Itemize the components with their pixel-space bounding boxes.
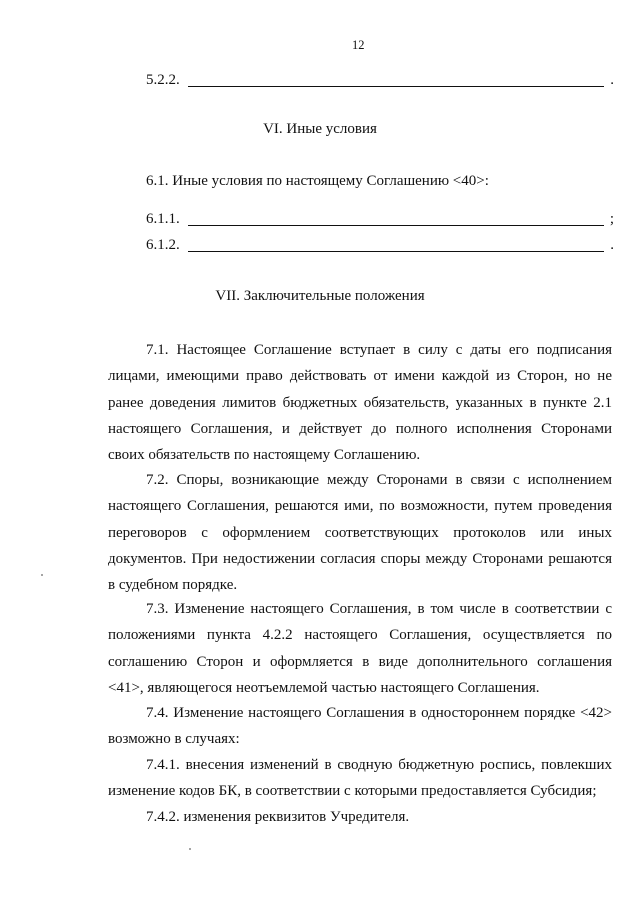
paragraph-7-2: 7.2. Споры, возникающие между Сторонами в связи с исполнением настоящего Соглашения, решаются ими, по возможности, путем проведения переговоров с оформлением соответствующих протоколов или иных документов. При недостижении согласия споры между Сторонами решаются в судебном порядке.: [108, 472, 612, 594]
item-label: 6.1.2.: [146, 237, 180, 253]
paragraph-7-4-2: 7.4.2. изменения реквизитов Учредителя.: [146, 809, 410, 825]
fill-line: [188, 225, 604, 226]
fill-line: [188, 86, 604, 87]
item-end-mark: .: [610, 72, 614, 88]
paragraph-7-4: 7.4. Изменение настоящего Соглашения в одностороннем порядке <42> возможно в случаях:: [108, 705, 612, 748]
paragraph-7-3: 7.3. Изменение настоящего Соглашения, в том числе в соответствии с положениями пункта 4.2.2 настоящего Соглашения, осуществляется по соглашению Сторон и оформляется в виде дополнительного соглашения <41>, являющегося неотъемлемой частью настоящего Соглашения.: [108, 601, 612, 696]
item-5-2-2: [146, 72, 614, 92]
scan-speck: [41, 574, 43, 576]
item-6-1-1: [146, 211, 614, 231]
scan-speck: [189, 848, 191, 850]
fill-line: [188, 251, 604, 252]
item-6-1-2: [146, 237, 614, 257]
item-end-mark: .: [610, 237, 614, 253]
item-label: 5.2.2.: [146, 72, 180, 88]
section-7-heading: VII. Заключительные положения: [215, 288, 425, 304]
paragraph-7-4-1: 7.4.1. внесения изменений в сводную бюджетную роспись, повлекших изменение кодов БК, в соответствии с которыми предоставляется Субсидия;: [108, 757, 612, 800]
item-label: 6.1.1.: [146, 211, 180, 227]
item-6-1: 6.1. Иные условия по настоящему Соглашению <40>:: [146, 173, 489, 189]
paragraph-7-1: 7.1. Настоящее Соглашение вступает в силу с даты его подписания лицами, имеющими право действовать от имени каждой из Сторон, но не ранее доведения лимитов бюджетных обязательств, указанных в пункте 2.1 настоящего Соглашения, и действует до полного исполнения Сторонами своих обязательств по настоящему Соглашению.: [108, 342, 612, 464]
page-number: 12: [352, 38, 365, 52]
item-end-mark: ;: [609, 211, 614, 227]
section-6-heading: VI. Иные условия: [263, 121, 377, 137]
